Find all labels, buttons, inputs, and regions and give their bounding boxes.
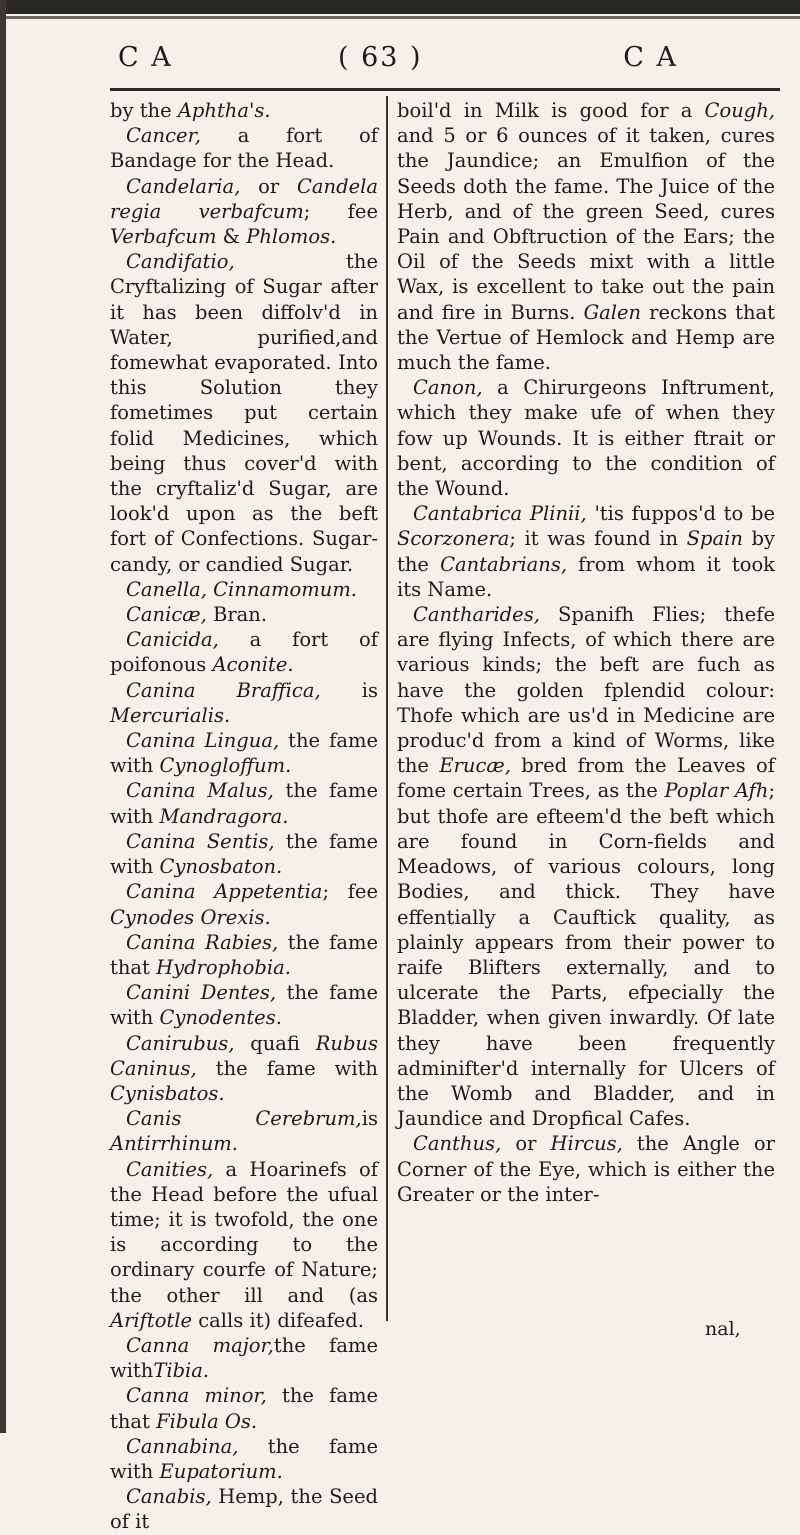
entry-text: calls it) difeafed. [192, 1308, 364, 1332]
italic-term: Hircus, [550, 1132, 623, 1156]
italic-term: Canna minor, [126, 1384, 267, 1408]
binding-edge [0, 0, 6, 1433]
dictionary-entry [397, 98, 775, 375]
dictionary-entry [110, 678, 378, 728]
italic-term: Mandragora. [159, 804, 289, 828]
italic-term: Galen [583, 300, 642, 324]
left-column [110, 98, 378, 1535]
dictionary-entry [110, 627, 378, 677]
running-head-left: C A [118, 42, 173, 73]
right-column [397, 98, 775, 1207]
italic-term: Canna major, [126, 1333, 274, 1357]
entry-text: the fame with [110, 729, 378, 778]
italic-term: Canabis, [126, 1485, 212, 1509]
catchword: nal, [705, 1318, 741, 1340]
italic-term: Erucæ, [439, 754, 511, 778]
italic-term: Cantharides, [413, 603, 540, 627]
entry-text: by the [397, 527, 776, 576]
dictionary-entry [397, 1131, 775, 1207]
italic-term: Tibia. [153, 1359, 210, 1383]
entry-text: is [320, 678, 378, 702]
running-head-right: C A [623, 42, 678, 73]
dictionary-entry [110, 98, 378, 123]
entry-text: is [361, 1107, 378, 1131]
entry-text: the fame with [110, 1333, 378, 1383]
dictionary-entry [110, 879, 378, 929]
dictionary-entry [110, 1157, 378, 1333]
italic-term: Cynisbatos. [110, 1081, 225, 1105]
italic-term: Canini Dentes, [126, 981, 277, 1005]
entry-text: ; it was found in [509, 527, 687, 551]
italic-term: Phlomos. [246, 225, 337, 249]
entry-text: ; but thofe are efteem'd the beft which are found in Corn-fields and Meadows, of various colours, long Bodies, and thick. They have effentially a Cauftick quality, as plainly appears from their power to raife Blifters externally, and to ulcerate the Parts, efpecially the Bladder, when given inwardly. Of late they have been frequently adminifter'd internally for Ulcers of the Womb and Bladder, and in Jaundice and Dropfical Cafes. [397, 779, 776, 1131]
header-rule [110, 88, 780, 91]
entry-text: by the [110, 99, 178, 122]
entry-text: or [501, 1132, 551, 1156]
entry-text: the fame with [110, 1434, 378, 1483]
entry-text: from whom it took its Name. [397, 552, 775, 601]
dictionary-entry [110, 1434, 378, 1484]
italic-term: Mercurialis. [110, 703, 231, 727]
italic-term: Canon, [413, 376, 483, 400]
column-divider [386, 96, 388, 1321]
page-number: ( 63 ) [338, 42, 423, 73]
italic-term: Cynogloffum. [159, 754, 292, 778]
dictionary-entry [110, 728, 378, 778]
dictionary-entry [110, 577, 378, 602]
italic-term: Canella, Cinnamomum. [126, 577, 358, 601]
entry-text: a fort of Bandage for the Head. [110, 124, 378, 173]
italic-term: Canina Rabies, [126, 930, 279, 954]
italic-term: Canicida, [126, 628, 219, 652]
italic-term: Fibula Os. [156, 1409, 258, 1433]
entry-text: a Chirurgeons Inftrument, which they make ufe of when they fow up Wounds. It is either ftrait or bent, according to the condition of the Wound. [397, 376, 775, 501]
italic-term: Cantabrica Plinii, [413, 502, 587, 526]
italic-term: Antirrhinum. [110, 1132, 238, 1156]
italic-term: Cynosbaton. [159, 855, 283, 879]
italic-term: Aconite. [212, 653, 294, 677]
entry-text: a fort of poifonous [110, 628, 378, 677]
italic-term: Verbafcum [110, 225, 217, 249]
italic-term: Canirubus, [126, 1031, 235, 1055]
italic-term: Cynodentes. [159, 1006, 282, 1030]
dictionary-entry [110, 1106, 378, 1156]
italic-term: Candelaria, [126, 174, 241, 198]
italic-term: Cantabrians, [440, 552, 568, 576]
running-head [118, 42, 758, 82]
entry-text: the fame with [196, 1056, 378, 1080]
entry-text: the fame with [110, 981, 378, 1030]
entry-text: ; fee [322, 880, 378, 904]
italic-term: Canina Braffica, [126, 678, 321, 702]
entry-text: the fame with [110, 829, 378, 879]
entry-text: 'tis fuppos'd to be [586, 502, 775, 526]
entry-text: boil'd in Milk is good for a [397, 99, 705, 122]
entry-text: Hemp, the Seed of it [110, 1485, 378, 1534]
entry-text: a Hoarinefs of the Head before the ufual time; it is twofold, the one is according to the ordinary courfe of Nature; the other ill and (as [110, 1157, 378, 1307]
entry-text: the Cryftalizing of Sugar after it has been diffolv'd in Water, purified,and fomewhat evaporated. Into this Solution they fometimes put certain folid Medicines, which being thus cover'd with the cryftaliz'd Sugar, are look'd upon as the beft fort of Confections. Sugar-candy, or candied Sugar. [110, 250, 378, 576]
entry-text: the fame with [110, 779, 378, 828]
entry-text: ; fee [303, 199, 378, 223]
italic-term: Canicæ, [126, 603, 207, 627]
italic-term: Poplar Afh [664, 779, 769, 803]
entry-text: Bran. [206, 603, 268, 627]
dictionary-entry [110, 602, 378, 627]
dictionary-entry [397, 375, 775, 501]
italic-term: Candela regia verbafcum [110, 174, 378, 223]
italic-term: Spain [686, 527, 743, 551]
dictionary-entry [110, 778, 378, 828]
dictionary-entry [110, 1031, 378, 1107]
entry-text: the Angle or Corner of the Eye, which is either the Greater or the inter- [397, 1132, 775, 1206]
italic-term: Cancer, [126, 124, 201, 148]
dictionary-entry [110, 1333, 378, 1383]
italic-term: Canis Cerebrum, [126, 1107, 362, 1131]
italic-term: Canina Malus, [126, 779, 274, 803]
italic-term: Cynodes Orexis. [110, 905, 271, 929]
dictionary-entry [110, 249, 378, 577]
italic-term: Canina Appetentia [126, 880, 323, 904]
entry-text: reckons that the Vertue of Hemlock and Hemp are much the fame. [397, 300, 775, 375]
dictionary-entry [110, 1383, 378, 1433]
italic-term: Canities, [126, 1157, 214, 1181]
page-edge-line [0, 16, 800, 19]
dictionary-entry [110, 829, 378, 879]
dictionary-entry [397, 501, 775, 602]
italic-term: Ariftotle [110, 1308, 193, 1332]
entry-text: bred from the Leaves of fome certain Trees, as the [397, 754, 775, 803]
entry-text: and 5 or 6 ounces of it taken, cures the Jaundice; an Emulfion of the Seeds doth the fame. The Juice of the Herb, and of the green Seed, cures Pain and Obftruction of the Ears; the Oil of the Seeds mixt with a little Wax, is excellent to take out the pain and fire in Burns. [397, 124, 775, 324]
entry-text: & [216, 225, 247, 249]
italic-term: Canina Lingua, [126, 729, 280, 753]
italic-term: Scorzonera [397, 527, 510, 551]
italic-term: Canthus, [413, 1132, 502, 1156]
page-edge-shadow [0, 0, 800, 14]
entry-text: or [240, 174, 297, 198]
italic-term: Cannabina, [126, 1434, 239, 1458]
entry-text: quafi [234, 1031, 316, 1055]
italic-term: Rubus Caninus, [110, 1031, 378, 1080]
italic-term: Candifatio, [126, 250, 235, 274]
dictionary-entry [110, 123, 378, 173]
italic-term: Eupatorium. [159, 1459, 283, 1483]
italic-term: Canina Sentis, [126, 829, 275, 853]
italic-term: Aphtha's. [177, 99, 271, 122]
dictionary-entry [110, 980, 378, 1030]
dictionary-entry [397, 602, 775, 1131]
entry-text: the fame that [110, 930, 378, 979]
dictionary-entry [110, 1484, 378, 1534]
italic-term: Cough, [704, 99, 775, 122]
italic-term: Hydrophobia. [156, 955, 291, 979]
entry-text: the fame that [110, 1384, 378, 1433]
dictionary-entry [110, 930, 378, 980]
dictionary-entry [110, 174, 378, 250]
entry-text: Spanifh Flies; thefe are flying Infects, of which there are various kinds; the beft are fuch as have the golden fplendid colour: Thofe which are us'd in Medicine are produc'd from a kind of Worms, like the [397, 603, 775, 778]
